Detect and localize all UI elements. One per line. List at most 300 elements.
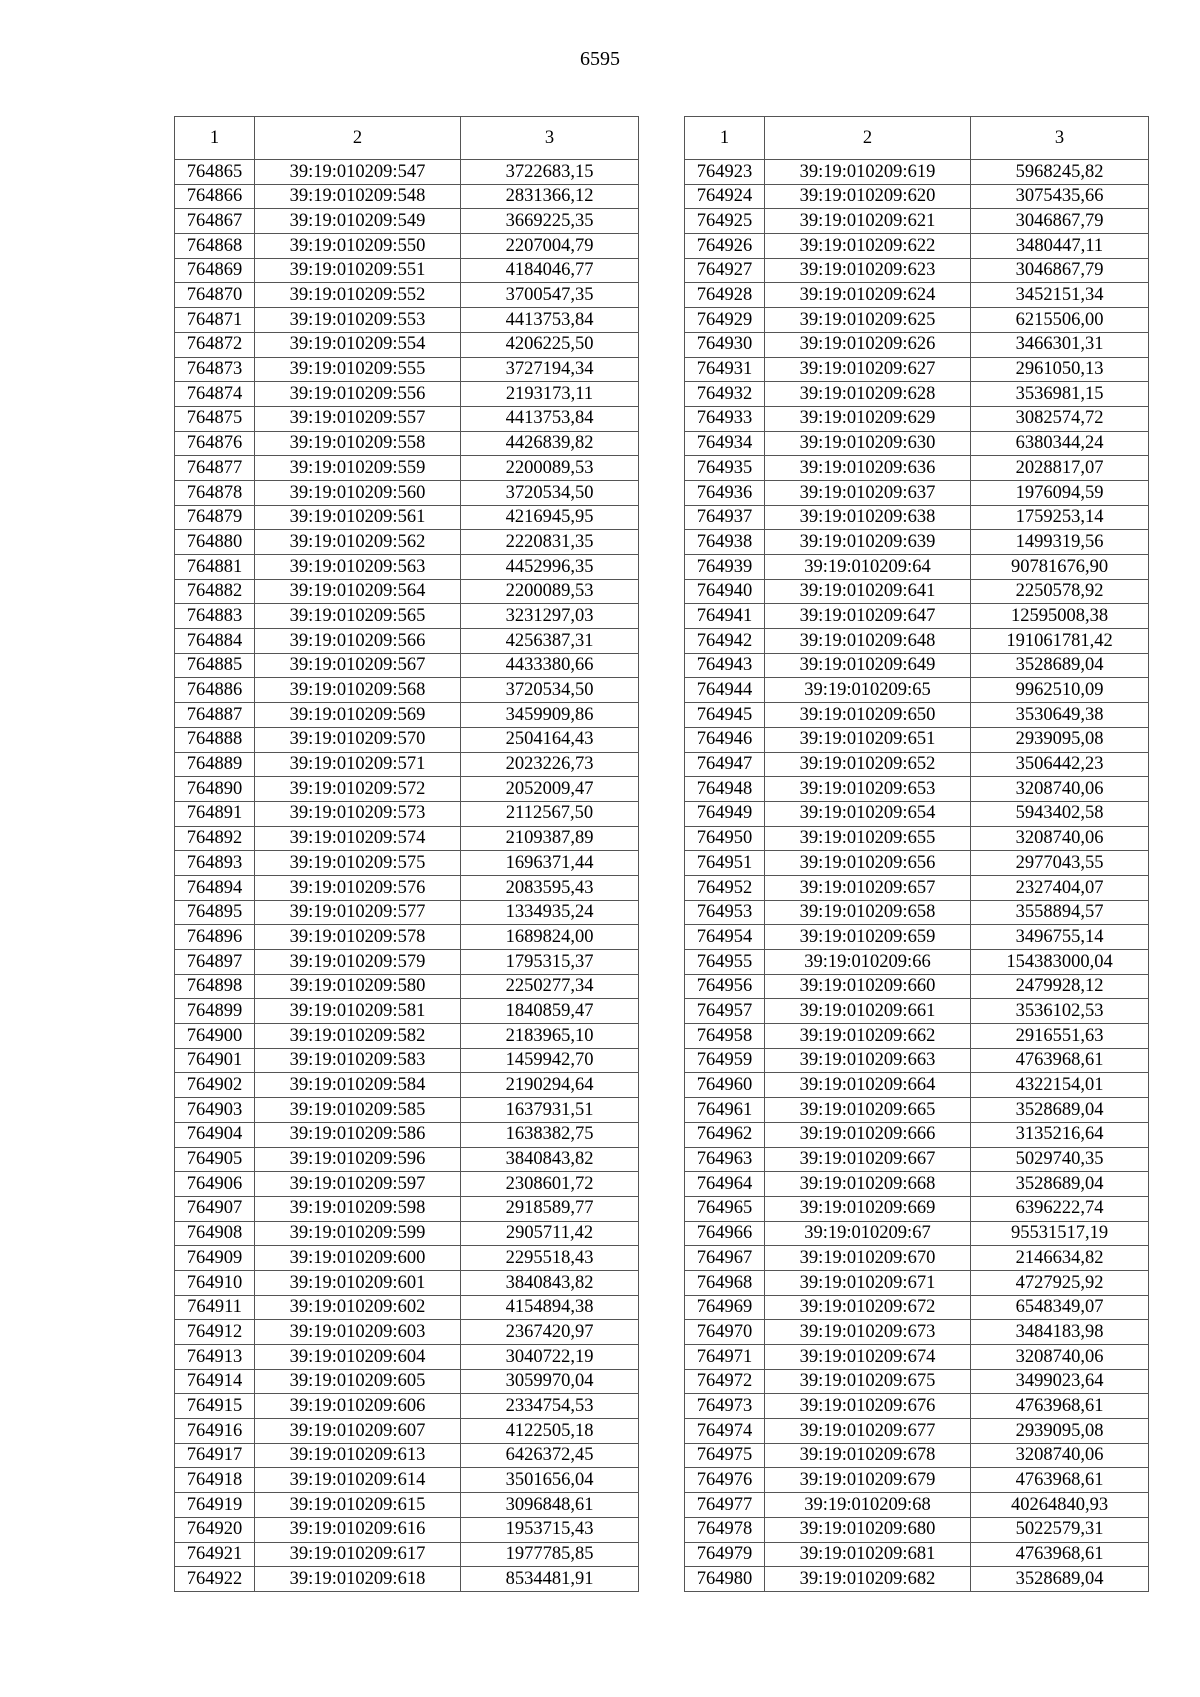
value-cell: 3208740,06: [971, 1345, 1149, 1370]
cadastral-number-cell: 39:19:010209:616: [255, 1517, 461, 1542]
table-row: [175, 900, 639, 925]
row-number-cell: 764938: [685, 530, 765, 555]
table-header-row: [175, 117, 639, 160]
cadastral-number-cell: 39:19:010209:619: [765, 160, 971, 185]
value-cell: 3536981,15: [971, 382, 1149, 407]
table-row: [685, 505, 1149, 530]
cadastral-number-cell: 39:19:010209:662: [765, 1024, 971, 1049]
cadastral-number-cell: 39:19:010209:603: [255, 1320, 461, 1345]
value-cell: 2207004,79: [461, 234, 639, 259]
value-cell: 4413753,84: [461, 406, 639, 431]
right-data-table: [684, 116, 1149, 1592]
table-row: [685, 1517, 1149, 1542]
cadastral-number-cell: 39:19:010209:600: [255, 1246, 461, 1271]
table-row: [685, 999, 1149, 1024]
value-cell: 3720534,50: [461, 678, 639, 703]
table-row: [685, 1073, 1149, 1098]
row-number-cell: 764967: [685, 1246, 765, 1271]
cadastral-number-cell: 39:19:010209:565: [255, 604, 461, 629]
table-row: [175, 1073, 639, 1098]
cadastral-number-cell: 39:19:010209:680: [765, 1517, 971, 1542]
row-number-cell: 764879: [175, 505, 255, 530]
row-number-cell: 764917: [175, 1443, 255, 1468]
table-row: [175, 431, 639, 456]
cadastral-number-cell: 39:19:010209:677: [765, 1419, 971, 1444]
value-cell: 90781676,90: [971, 555, 1149, 580]
row-number-cell: 764979: [685, 1542, 765, 1567]
cadastral-number-cell: 39:19:010209:570: [255, 727, 461, 752]
value-cell: 3536102,53: [971, 999, 1149, 1024]
value-cell: 2023226,73: [461, 752, 639, 777]
tables-container: [174, 116, 1144, 1591]
cadastral-number-cell: 39:19:010209:664: [765, 1073, 971, 1098]
table-row: [175, 1221, 639, 1246]
cadastral-number-cell: 39:19:010209:574: [255, 826, 461, 851]
row-number-cell: 764939: [685, 555, 765, 580]
table-row: [175, 629, 639, 654]
row-number-cell: 764971: [685, 1345, 765, 1370]
row-number-cell: 764944: [685, 678, 765, 703]
table-row: [175, 950, 639, 975]
value-cell: 3480447,11: [971, 234, 1149, 259]
cadastral-number-cell: 39:19:010209:556: [255, 382, 461, 407]
table-row: [685, 308, 1149, 333]
row-number-cell: 764913: [175, 1345, 255, 1370]
row-number-cell: 764950: [685, 826, 765, 851]
row-number-cell: 764909: [175, 1246, 255, 1271]
row-number-cell: 764960: [685, 1073, 765, 1098]
table-row: [175, 579, 639, 604]
table-row: [175, 184, 639, 209]
value-cell: 1795315,37: [461, 950, 639, 975]
row-number-cell: 764899: [175, 999, 255, 1024]
value-cell: 2327404,07: [971, 875, 1149, 900]
table-row: [175, 234, 639, 259]
value-cell: 3528689,04: [971, 653, 1149, 678]
row-number-cell: 764916: [175, 1419, 255, 1444]
cadastral-number-cell: 39:19:010209:637: [765, 480, 971, 505]
column-header-2: 2: [765, 117, 971, 160]
cadastral-number-cell: 39:19:010209:581: [255, 999, 461, 1024]
cadastral-number-cell: 39:19:010209:648: [765, 629, 971, 654]
table-row: [175, 382, 639, 407]
row-number-cell: 764934: [685, 431, 765, 456]
row-number-cell: 764869: [175, 258, 255, 283]
row-number-cell: 764882: [175, 579, 255, 604]
value-cell: 2250277,34: [461, 974, 639, 999]
table-row: [685, 925, 1149, 950]
value-cell: 2028817,07: [971, 456, 1149, 481]
value-cell: 3082574,72: [971, 406, 1149, 431]
row-number-cell: 764924: [685, 184, 765, 209]
value-cell: 3727194,34: [461, 357, 639, 382]
table-row: [685, 283, 1149, 308]
cadastral-number-cell: 39:19:010209:655: [765, 826, 971, 851]
row-number-cell: 764910: [175, 1270, 255, 1295]
table-row: [685, 727, 1149, 752]
table-row: [175, 974, 639, 999]
value-cell: 2250578,92: [971, 579, 1149, 604]
table-row: [175, 777, 639, 802]
value-cell: 3722683,15: [461, 160, 639, 185]
row-number-cell: 764867: [175, 209, 255, 234]
table-row: [685, 431, 1149, 456]
table-row: [685, 1542, 1149, 1567]
table-row: [685, 1468, 1149, 1493]
value-cell: 6426372,45: [461, 1443, 639, 1468]
cadastral-number-cell: 39:19:010209:613: [255, 1443, 461, 1468]
cadastral-number-cell: 39:19:010209:674: [765, 1345, 971, 1370]
value-cell: 1953715,43: [461, 1517, 639, 1542]
row-number-cell: 764930: [685, 332, 765, 357]
cadastral-number-cell: 39:19:010209:678: [765, 1443, 971, 1468]
table-row: [685, 406, 1149, 431]
value-cell: 3096848,61: [461, 1493, 639, 1518]
table-row: [175, 1048, 639, 1073]
table-row: [175, 1468, 639, 1493]
row-number-cell: 764912: [175, 1320, 255, 1345]
value-cell: 3135216,64: [971, 1122, 1149, 1147]
cadastral-number-cell: 39:19:010209:551: [255, 258, 461, 283]
table-row: [685, 1196, 1149, 1221]
value-cell: 3720534,50: [461, 480, 639, 505]
row-number-cell: 764881: [175, 555, 255, 580]
cadastral-number-cell: 39:19:010209:568: [255, 678, 461, 703]
row-number-cell: 764894: [175, 875, 255, 900]
table-row: [685, 1147, 1149, 1172]
row-number-cell: 764973: [685, 1394, 765, 1419]
value-cell: 3506442,23: [971, 752, 1149, 777]
row-number-cell: 764884: [175, 629, 255, 654]
table-row: [685, 160, 1149, 185]
value-cell: 5968245,82: [971, 160, 1149, 185]
cadastral-number-cell: 39:19:010209:67: [765, 1221, 971, 1246]
table-row: [175, 653, 639, 678]
value-cell: 1759253,14: [971, 505, 1149, 530]
row-number-cell: 764873: [175, 357, 255, 382]
row-number-cell: 764907: [175, 1196, 255, 1221]
cadastral-number-cell: 39:19:010209:576: [255, 875, 461, 900]
value-cell: 3046867,79: [971, 258, 1149, 283]
cadastral-number-cell: 39:19:010209:651: [765, 727, 971, 752]
table-row: [685, 1443, 1149, 1468]
cadastral-number-cell: 39:19:010209:564: [255, 579, 461, 604]
cadastral-number-cell: 39:19:010209:64: [765, 555, 971, 580]
table-row: [175, 1320, 639, 1345]
cadastral-number-cell: 39:19:010209:575: [255, 851, 461, 876]
table-row: [685, 1394, 1149, 1419]
value-cell: 3496755,14: [971, 925, 1149, 950]
value-cell: 2083595,43: [461, 875, 639, 900]
value-cell: 2961050,13: [971, 357, 1149, 382]
table-row: [685, 382, 1149, 407]
table-row: [685, 579, 1149, 604]
table-row: [685, 234, 1149, 259]
left-data-table: [174, 116, 639, 1592]
cadastral-number-cell: 39:19:010209:672: [765, 1295, 971, 1320]
table-row: [175, 875, 639, 900]
cadastral-number-cell: 39:19:010209:557: [255, 406, 461, 431]
row-number-cell: 764923: [685, 160, 765, 185]
table-row: [175, 604, 639, 629]
cadastral-number-cell: 39:19:010209:573: [255, 801, 461, 826]
row-number-cell: 764895: [175, 900, 255, 925]
value-cell: 3528689,04: [971, 1172, 1149, 1197]
cadastral-number-cell: 39:19:010209:650: [765, 703, 971, 728]
table-row: [175, 1147, 639, 1172]
cadastral-number-cell: 39:19:010209:682: [765, 1567, 971, 1592]
value-cell: 2831366,12: [461, 184, 639, 209]
cadastral-number-cell: 39:19:010209:560: [255, 480, 461, 505]
value-cell: 4433380,66: [461, 653, 639, 678]
cadastral-number-cell: 39:19:010209:601: [255, 1270, 461, 1295]
table-row: [685, 357, 1149, 382]
row-number-cell: 764949: [685, 801, 765, 826]
cadastral-number-cell: 39:19:010209:66: [765, 950, 971, 975]
cadastral-number-cell: 39:19:010209:582: [255, 1024, 461, 1049]
row-number-cell: 764922: [175, 1567, 255, 1592]
table-row: [175, 1122, 639, 1147]
row-number-cell: 764921: [175, 1542, 255, 1567]
table-row: [175, 826, 639, 851]
cadastral-number-cell: 39:19:010209:652: [765, 752, 971, 777]
table-row: [175, 258, 639, 283]
value-cell: 3208740,06: [971, 777, 1149, 802]
row-number-cell: 764897: [175, 950, 255, 975]
cadastral-number-cell: 39:19:010209:615: [255, 1493, 461, 1518]
table-row: [175, 752, 639, 777]
cadastral-number-cell: 39:19:010209:579: [255, 950, 461, 975]
row-number-cell: 764955: [685, 950, 765, 975]
table-row: [175, 308, 639, 333]
value-cell: 2112567,50: [461, 801, 639, 826]
row-number-cell: 764893: [175, 851, 255, 876]
row-number-cell: 764947: [685, 752, 765, 777]
value-cell: 4122505,18: [461, 1419, 639, 1444]
table-row: [685, 555, 1149, 580]
table-row: [175, 1419, 639, 1444]
cadastral-number-cell: 39:19:010209:622: [765, 234, 971, 259]
table-row: [685, 678, 1149, 703]
table-row: [685, 1122, 1149, 1147]
table-body: [175, 160, 639, 1592]
row-number-cell: 764906: [175, 1172, 255, 1197]
value-cell: 5943402,58: [971, 801, 1149, 826]
cadastral-number-cell: 39:19:010209:618: [255, 1567, 461, 1592]
value-cell: 3075435,66: [971, 184, 1149, 209]
row-number-cell: 764904: [175, 1122, 255, 1147]
table-row: [175, 999, 639, 1024]
cadastral-number-cell: 39:19:010209:624: [765, 283, 971, 308]
value-cell: 3046867,79: [971, 209, 1149, 234]
value-cell: 95531517,19: [971, 1221, 1149, 1246]
value-cell: 1840859,47: [461, 999, 639, 1024]
table-row: [685, 777, 1149, 802]
cadastral-number-cell: 39:19:010209:68: [765, 1493, 971, 1518]
table-row: [685, 974, 1149, 999]
table-row: [175, 1295, 639, 1320]
cadastral-number-cell: 39:19:010209:550: [255, 234, 461, 259]
cadastral-number-cell: 39:19:010209:596: [255, 1147, 461, 1172]
cadastral-number-cell: 39:19:010209:630: [765, 431, 971, 456]
table-row: [685, 1419, 1149, 1444]
table-row: [685, 1369, 1149, 1394]
value-cell: 3040722,19: [461, 1345, 639, 1370]
value-cell: 1459942,70: [461, 1048, 639, 1073]
value-cell: 4322154,01: [971, 1073, 1149, 1098]
cadastral-number-cell: 39:19:010209:636: [765, 456, 971, 481]
value-cell: 4727925,92: [971, 1270, 1149, 1295]
cadastral-number-cell: 39:19:010209:628: [765, 382, 971, 407]
cadastral-number-cell: 39:19:010209:566: [255, 629, 461, 654]
table-row: [175, 703, 639, 728]
value-cell: 3208740,06: [971, 1443, 1149, 1468]
table-row: [685, 184, 1149, 209]
value-cell: 3669225,35: [461, 209, 639, 234]
cadastral-number-cell: 39:19:010209:580: [255, 974, 461, 999]
table-row: [685, 1295, 1149, 1320]
cadastral-number-cell: 39:19:010209:572: [255, 777, 461, 802]
cadastral-number-cell: 39:19:010209:663: [765, 1048, 971, 1073]
table-row: [685, 1024, 1149, 1049]
value-cell: 2334754,53: [461, 1394, 639, 1419]
value-cell: 6215506,00: [971, 308, 1149, 333]
value-cell: 191061781,42: [971, 629, 1149, 654]
value-cell: 3528689,04: [971, 1567, 1149, 1592]
cadastral-number-cell: 39:19:010209:584: [255, 1073, 461, 1098]
cadastral-number-cell: 39:19:010209:649: [765, 653, 971, 678]
table-row: [175, 1394, 639, 1419]
row-number-cell: 764868: [175, 234, 255, 259]
column-header-2: 2: [255, 117, 461, 160]
cadastral-number-cell: 39:19:010209:605: [255, 1369, 461, 1394]
table-row: [175, 406, 639, 431]
row-number-cell: 764943: [685, 653, 765, 678]
cadastral-number-cell: 39:19:010209:602: [255, 1295, 461, 1320]
value-cell: 3484183,98: [971, 1320, 1149, 1345]
value-cell: 5029740,35: [971, 1147, 1149, 1172]
table-row: [175, 555, 639, 580]
row-number-cell: 764911: [175, 1295, 255, 1320]
table-row: [685, 480, 1149, 505]
cadastral-number-cell: 39:19:010209:617: [255, 1542, 461, 1567]
row-number-cell: 764887: [175, 703, 255, 728]
value-cell: 2918589,77: [461, 1196, 639, 1221]
table-row: [685, 1098, 1149, 1123]
table-row: [175, 530, 639, 555]
row-number-cell: 764962: [685, 1122, 765, 1147]
row-number-cell: 764937: [685, 505, 765, 530]
value-cell: 4763968,61: [971, 1468, 1149, 1493]
row-number-cell: 764883: [175, 604, 255, 629]
cadastral-number-cell: 39:19:010209:676: [765, 1394, 971, 1419]
value-cell: 3452151,34: [971, 283, 1149, 308]
row-number-cell: 764941: [685, 604, 765, 629]
cadastral-number-cell: 39:19:010209:562: [255, 530, 461, 555]
value-cell: 6396222,74: [971, 1196, 1149, 1221]
table-row: [175, 1024, 639, 1049]
cadastral-number-cell: 39:19:010209:585: [255, 1098, 461, 1123]
row-number-cell: 764951: [685, 851, 765, 876]
row-number-cell: 764974: [685, 1419, 765, 1444]
cadastral-number-cell: 39:19:010209:681: [765, 1542, 971, 1567]
value-cell: 9962510,09: [971, 678, 1149, 703]
table-row: [175, 456, 639, 481]
value-cell: 4763968,61: [971, 1048, 1149, 1073]
cadastral-number-cell: 39:19:010209:561: [255, 505, 461, 530]
column-header-3: 3: [461, 117, 639, 160]
row-number-cell: 764877: [175, 456, 255, 481]
row-number-cell: 764977: [685, 1493, 765, 1518]
table-row: [685, 629, 1149, 654]
value-cell: 3840843,82: [461, 1270, 639, 1295]
value-cell: 3231297,03: [461, 604, 639, 629]
cadastral-number-cell: 39:19:010209:656: [765, 851, 971, 876]
cadastral-number-cell: 39:19:010209:673: [765, 1320, 971, 1345]
table-row: [175, 1567, 639, 1592]
value-cell: 3459909,86: [461, 703, 639, 728]
value-cell: 2939095,08: [971, 727, 1149, 752]
value-cell: 2308601,72: [461, 1172, 639, 1197]
value-cell: 1499319,56: [971, 530, 1149, 555]
value-cell: 1689824,00: [461, 925, 639, 950]
cadastral-number-cell: 39:19:010209:555: [255, 357, 461, 382]
row-number-cell: 764876: [175, 431, 255, 456]
cadastral-number-cell: 39:19:010209:641: [765, 579, 971, 604]
value-cell: 40264840,93: [971, 1493, 1149, 1518]
row-number-cell: 764946: [685, 727, 765, 752]
column-header-1: 1: [685, 117, 765, 160]
table-row: [685, 900, 1149, 925]
table-row: [685, 1493, 1149, 1518]
table-row: [175, 1517, 639, 1542]
table-row: [685, 752, 1149, 777]
row-number-cell: 764903: [175, 1098, 255, 1123]
cadastral-number-cell: 39:19:010209:625: [765, 308, 971, 333]
row-number-cell: 764866: [175, 184, 255, 209]
row-number-cell: 764954: [685, 925, 765, 950]
row-number-cell: 764935: [685, 456, 765, 481]
cadastral-number-cell: 39:19:010209:607: [255, 1419, 461, 1444]
row-number-cell: 764926: [685, 234, 765, 259]
row-number-cell: 764872: [175, 332, 255, 357]
value-cell: 4206225,50: [461, 332, 639, 357]
value-cell: 1696371,44: [461, 851, 639, 876]
row-number-cell: 764957: [685, 999, 765, 1024]
row-number-cell: 764966: [685, 1221, 765, 1246]
value-cell: 4216945,95: [461, 505, 639, 530]
cadastral-number-cell: 39:19:010209:552: [255, 283, 461, 308]
value-cell: 6380344,24: [971, 431, 1149, 456]
value-cell: 6548349,07: [971, 1295, 1149, 1320]
row-number-cell: 764892: [175, 826, 255, 851]
table-row: [175, 209, 639, 234]
table-row: [175, 332, 639, 357]
table-row: [685, 209, 1149, 234]
row-number-cell: 764902: [175, 1073, 255, 1098]
row-number-cell: 764885: [175, 653, 255, 678]
cadastral-number-cell: 39:19:010209:621: [765, 209, 971, 234]
row-number-cell: 764880: [175, 530, 255, 555]
cadastral-number-cell: 39:19:010209:548: [255, 184, 461, 209]
value-cell: 4184046,77: [461, 258, 639, 283]
cadastral-number-cell: 39:19:010209:647: [765, 604, 971, 629]
row-number-cell: 764940: [685, 579, 765, 604]
cadastral-number-cell: 39:19:010209:660: [765, 974, 971, 999]
cadastral-number-cell: 39:19:010209:567: [255, 653, 461, 678]
value-cell: 1638382,75: [461, 1122, 639, 1147]
row-number-cell: 764900: [175, 1024, 255, 1049]
